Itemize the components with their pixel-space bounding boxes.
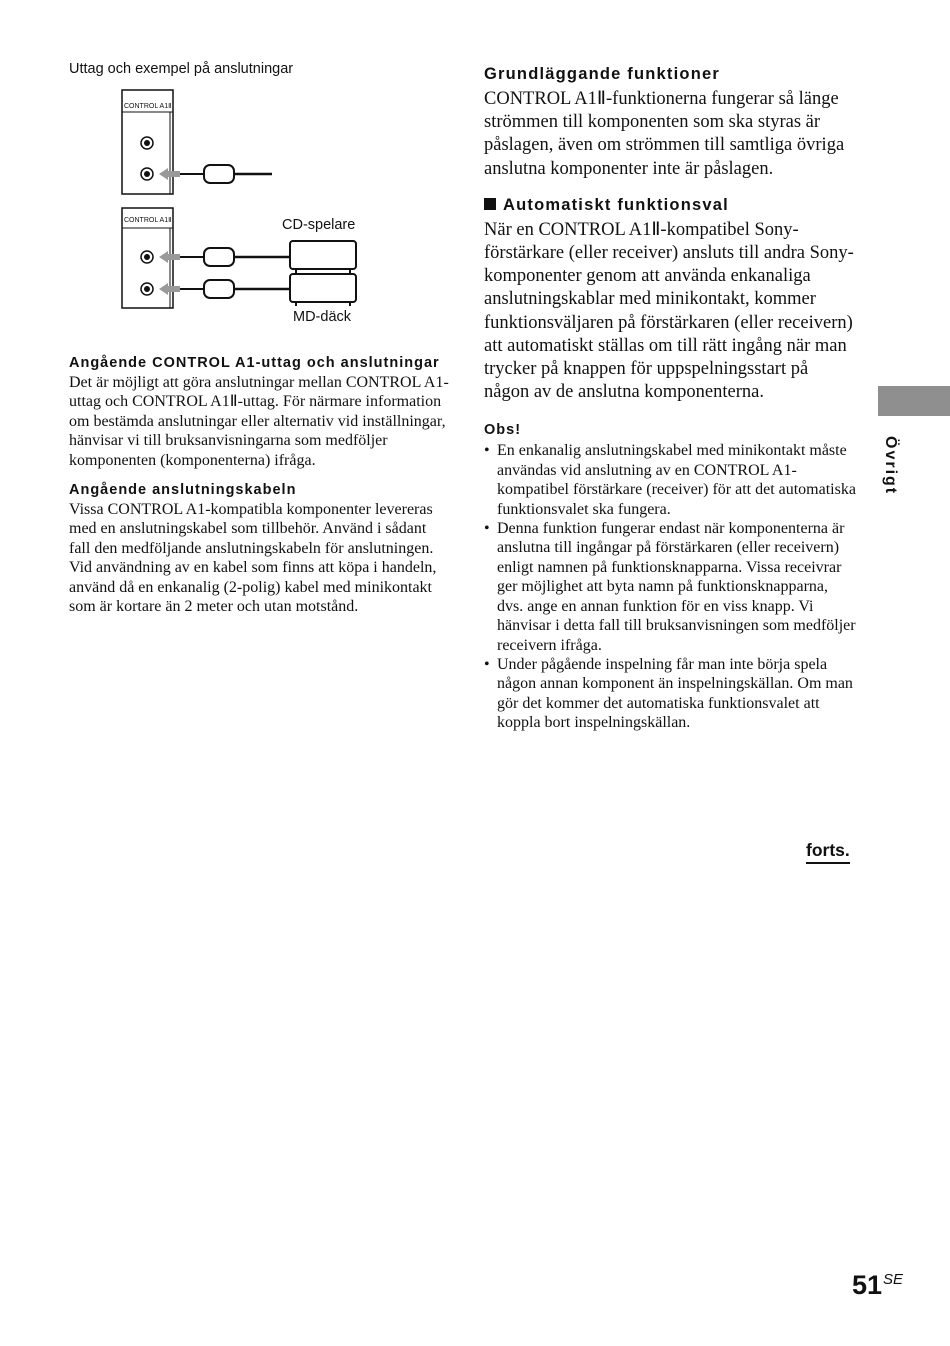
note-text: Under pågående inspelning får man inte börja spela någon annan komponent än inspelningskällan. Om man gör det kommer det automatiska funktionsvalet att koppla bort inspelningskällan.: [497, 655, 853, 732]
list-item: [484, 441, 856, 519]
page-number: 51: [852, 1270, 883, 1300]
notes-title: Obs!: [484, 422, 522, 439]
section-body-auto-select: När en CONTROL A1Ⅱ-kompatibel Sony-förstärkare (eller receiver) ansluts till andra Sony-komponenter genom att använda enkanaliga anslutningskablar med minikontakt, kommer funktionsväljaren på förstärkaren (eller receivern) att automatiskt ställas om till rätt ingång när man trycker på knappen för uppspelningsstart på någon av de anslutna komponenterna.: [484, 219, 854, 403]
note-text: En enkanalig anslutningskabel med minikontakt måste användas vid anslutning av en CONTROL A1-kompatibel förstärkare (receiver) för att det automatiska funktionsvalet ska fungera.: [497, 442, 856, 518]
section-body-control-a1: Det är möjligt att göra anslutningar mellan CONTROL A1-uttag och CONTROL A1Ⅱ-uttag. För närmare information om bestämda anslutningar eller alternativ vid inställningar, hänvisar vi till bruksanvisningarna som medföljer komponenten (komponenterna) ifråga.: [69, 374, 449, 469]
figure-caption: Uttag och exempel på anslutningar: [69, 61, 294, 77]
connection-diagram: [110, 88, 380, 328]
section-body-cable-2: Vid användning av en kabel som finns att köpa i handeln, använd då en enkanalig (2-polig) kabel med minikontakt som är kortare än 2 meter och utan motstånd.: [69, 559, 437, 616]
section-tab: [878, 386, 950, 416]
top-jack-panel: [122, 90, 272, 194]
left-column: [69, 354, 449, 616]
page-number-suffix: SE: [883, 1271, 904, 1288]
note-text: Denna funktion fungerar endast när komponenterna är anslutna till ingångar på förstärkaren (eller receivern) enligt namnen på funktionsknapparna. Vissa receivrar ger möjlighet att byta namn på funktionsknapparna, dvs. ange en annan funktion för en viss knapp. Vi hänvisar i detta fall till bruksanvisningen som medföljer receivern ifråga.: [497, 520, 856, 654]
notes-list: [484, 441, 856, 732]
right-column: [484, 64, 856, 733]
section-body-cable-1: Vissa CONTROL A1-kompatibla komponenter levereras med en anslutningskabel som tillbehör. Använd i sådant fall den medföljande anslutningskabeln för anslutningen.: [69, 501, 434, 557]
section-body-basic-functions: CONTROL A1Ⅱ-funktionerna fungerar så länge strömmen till komponenten som ska styras är påslagen, även om strömmen till samtliga övriga anslutna komponenter inte är påslagen.: [484, 89, 845, 179]
bottom-jack-panel: [122, 208, 290, 308]
continued-marker: forts.: [806, 840, 850, 864]
section-tab-label: Övrigt: [882, 436, 899, 496]
section-title-basic-functions: Grundläggande funktioner: [484, 65, 720, 83]
bottom-panel-label: CONTROL A1Ⅱ: [124, 217, 172, 224]
bullet-icon: •: [484, 655, 490, 673]
cd-player-device: [290, 241, 356, 273]
square-bullet-icon: [484, 198, 496, 210]
list-item: [484, 655, 856, 733]
section-title-cable: Angående anslutningskabeln: [69, 482, 297, 499]
bullet-icon: •: [484, 520, 490, 538]
cd-player-label: CD-spelare: [282, 217, 356, 233]
list-item: [484, 519, 856, 655]
section-title-auto-select: Automatiskt funktionsval: [503, 195, 729, 214]
section-heading-auto-select: [484, 195, 856, 215]
md-deck-device: [290, 274, 356, 306]
md-deck-label: MD-däck: [293, 309, 352, 325]
section-tab-label-box: [867, 420, 913, 510]
bullet-icon: •: [484, 442, 490, 460]
top-panel-label: CONTROL A1Ⅱ: [124, 103, 172, 110]
section-title-control-a1: Angående CONTROL A1-uttag och anslutningar: [69, 355, 440, 371]
